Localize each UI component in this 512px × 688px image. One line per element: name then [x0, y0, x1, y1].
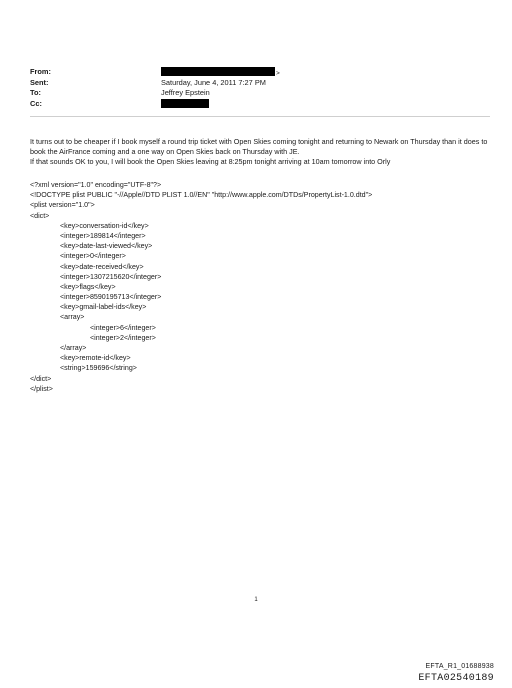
plist-line: <integer>0</integer> [60, 252, 126, 261]
header-row-to [30, 88, 490, 99]
plist-line: <key>gmail-label-ids</key> [60, 303, 147, 312]
plist-line: <array> [60, 313, 85, 322]
plist-line: <!DOCTYPE plist PUBLIC "-//Apple//DTD PLIST 1.0//EN" "http://www.apple.com/DTDs/PropertyList-1.0.dtd"> [30, 191, 373, 200]
plist-line: <integer>6</integer> [90, 323, 156, 332]
plist-line: <key>flags</key> [60, 282, 116, 291]
from-label: From: [30, 67, 51, 76]
body-paragraph: If that sounds OK to you, I will book the Open Skies leaving at 8:25pm tonight arriving at 10am tomorrow into Orly [30, 157, 391, 166]
header-row-cc [30, 99, 490, 110]
plist-line: </plist> [30, 384, 53, 393]
plist-line: <key>conversation-id</key> [60, 221, 149, 230]
plist-line: <integer>2</integer> [90, 333, 156, 342]
redaction-box [161, 67, 275, 76]
plist-line: <string>159696</string> [60, 364, 137, 373]
to-value: Jeffrey Epstein [161, 88, 210, 97]
header-divider [30, 116, 490, 117]
plist-line: <integer>189814</integer> [60, 231, 146, 240]
email-header [30, 67, 490, 109]
plist-line: <integer>8590195713</integer> [60, 293, 162, 302]
email-body [30, 137, 500, 167]
to-label: To: [30, 88, 41, 97]
cc-value [161, 99, 209, 111]
redaction-box [161, 99, 209, 108]
plist-line: </array> [60, 344, 87, 352]
plist-block [30, 180, 372, 394]
from-suffix: > [276, 70, 280, 77]
doc-id-large: EFTA02540189 [418, 673, 494, 684]
plist-line: </dict> [30, 374, 52, 383]
plist-line: <plist version="1.0"> [30, 201, 95, 210]
plist-line: <?xml version="1.0" encoding="UTF-8"?> [30, 181, 162, 189]
sent-label: Sent: [30, 77, 49, 87]
sent-value: Saturday, June 4, 2011 7:27 PM [161, 77, 266, 87]
plist-line: <key>remote-id</key> [60, 354, 131, 363]
plist-line: <dict> [30, 211, 50, 220]
plist-line: <key>date-received</key> [60, 262, 144, 271]
cc-label: Cc: [30, 98, 42, 108]
body-paragraph: It turns out to be cheaper if I book myself a round trip ticket with Open Skies coming tonight and returning to Newark on Thursday than it does to book the AirFrance coming and a one way on Open Skies back on Thursday with JE. [30, 137, 488, 156]
doc-id-small: EFTA_R1_01688938 [425, 663, 494, 670]
page-number: 1 [254, 597, 258, 603]
plist-line: <key>date-last-viewed</key> [60, 242, 153, 251]
plist-line: <integer>1307215620</integer> [60, 272, 162, 281]
header-row-from [30, 67, 490, 78]
header-row-sent [30, 78, 490, 89]
